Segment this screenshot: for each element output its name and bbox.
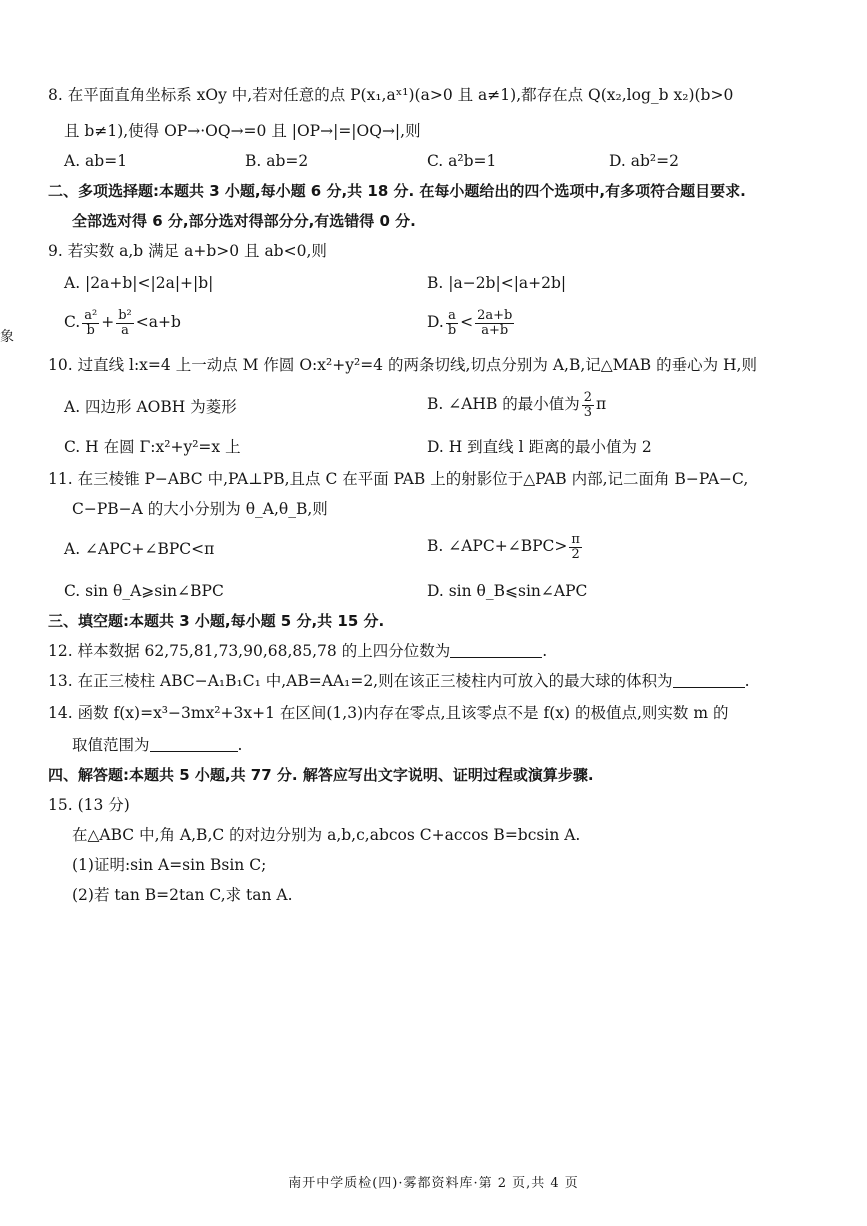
q10-option-a: A. 四边形 AOBH 为菱形 (64, 398, 237, 416)
q11-option-c: C. sin θ_A⩾sin∠BPC (64, 582, 224, 600)
q9-option-c-fraction2-num: b² (118, 307, 132, 323)
q14-stem-line1: 14. 函数 f(x)=x³−3mx²+3x+1 在区间(1,3)内存在零点,且该零点不是 f(x) 的极值点,则实数 m 的 (48, 704, 729, 722)
q9-option-d-label: D. (427, 313, 444, 331)
section4-heading: 四、解答题:本题共 5 小题,共 77 分. 解答应写出文字说明、证明过程或演算步骤. (48, 766, 594, 784)
q9-option-d-fraction1 (446, 309, 458, 338)
q13-stem (48, 670, 750, 692)
q11-option-b (427, 526, 584, 566)
q12-text: 12. 样本数据 62,75,81,73,90,68,85,78 的上四分位数为 (48, 642, 451, 660)
q9-option-c (64, 302, 181, 342)
q12-answer-blank (450, 641, 542, 658)
q14-stem-line2 (72, 734, 242, 756)
q11-option-b-fraction (569, 533, 582, 562)
q10-option-b (427, 384, 606, 424)
q14-end: . (237, 736, 243, 754)
q9-option-c-fraction1-num: a² (84, 307, 98, 323)
q8-stem-line2: 且 b≠1),使得 OP→·OQ→=0 且 |OP→|=|OQ→|,则 (64, 122, 421, 140)
q9-option-d-fraction2-den: a+b (481, 322, 509, 338)
q9-option-d-lt: < (460, 313, 474, 331)
q15-stem: 在△ABC 中,角 A,B,C 的对边分别为 a,b,c,abcos C+accos B=bcsin A. (72, 826, 581, 844)
q10-option-b-fraction-den: 3 (583, 404, 593, 420)
q9-option-d-fraction2-num: 2a+b (477, 307, 513, 323)
q9-option-c-tail: <a+b (135, 313, 181, 331)
q9-option-d-fraction1-den: b (447, 322, 457, 338)
q9-option-c-plus: + (101, 313, 115, 331)
q14-text-line2: 取值范围为 (72, 736, 150, 754)
q14-answer-blank (150, 735, 238, 752)
q11-option-b-fraction-den: 2 (571, 546, 580, 562)
q11-stem-line2: C−PB−A 的大小分别为 θ_A,θ_B,则 (72, 500, 328, 518)
q10-option-c: C. H 在圆 Γ:x²+y²=x 上 (64, 438, 241, 456)
q8-option-d: D. ab²=2 (609, 152, 679, 170)
q15-title: 15. (13 分) (48, 796, 130, 814)
q11-option-b-fraction-num: π (571, 531, 580, 547)
side-margin-mark: 象 (0, 329, 14, 345)
q9-option-d (427, 302, 516, 342)
q12-stem (48, 640, 547, 662)
q9-option-d-fraction2 (475, 309, 514, 338)
q10-option-d: D. H 到直线 l 距离的最小值为 2 (427, 438, 652, 456)
q10-stem: 10. 过直线 l:x=4 上一动点 M 作圆 O:x²+y²=4 的两条切线,切点分别为 A,B,记△MAB 的垂心为 H,则 (48, 356, 757, 374)
q8-option-c: C. a²b=1 (427, 152, 497, 170)
section2-heading: 二、多项选择题:本题共 3 小题,每小题 6 分,共 18 分. 在每小题给出的四个选项中,有多项符合题目要求. (48, 182, 746, 200)
q11-option-d: D. sin θ_B⩽sin∠APC (427, 582, 588, 600)
q9-option-b: B. |a−2b|<|a+2b| (427, 274, 567, 292)
section2-heading-line2: 全部选对得 6 分,部分选对得部分分,有选错得 0 分. (72, 212, 416, 230)
q10-option-b-fraction (582, 391, 594, 420)
q9-option-c-fraction2-den: a (121, 322, 129, 338)
q10-option-b-text: B. ∠AHB 的最小值为 (427, 395, 580, 413)
q15-part1: (1)证明:sin A=sin Bsin C; (72, 856, 267, 874)
q13-answer-blank (673, 671, 745, 688)
q8-option-b: B. ab=2 (245, 152, 309, 170)
q11-option-b-text: B. ∠APC+∠BPC> (427, 537, 568, 555)
q9-option-a: A. |2a+b|<|2a|+|b| (64, 274, 214, 292)
q9-stem: 9. 若实数 a,b 满足 a+b>0 且 ab<0,则 (48, 242, 327, 260)
q13-end: . (744, 672, 750, 690)
q12-end: . (542, 642, 548, 660)
q9-option-c-label: C. (64, 313, 81, 331)
q8-stem-line1: 8. 在平面直角坐标系 xOy 中,若对任意的点 P(x₁,aˣ¹)(a>0 且 a≠1),都存在点 Q(x₂,log_b x₂)(b>0 (48, 86, 734, 104)
q15-part2: (2)若 tan B=2tan C,求 tan A. (72, 886, 293, 904)
q9-option-c-fraction1-den: b (86, 322, 95, 338)
q11-stem-line1: 11. 在三棱锥 P−ABC 中,PA⊥PB,且点 C 在平面 PAB 上的射影位于△PAB 内部,记二面角 B−PA−C, (48, 470, 749, 488)
section3-heading: 三、填空题:本题共 3 小题,每小题 5 分,共 15 分. (48, 612, 385, 630)
q10-option-b-fraction-num: 2 (583, 389, 593, 405)
q13-text: 13. 在正三棱柱 ABC−A₁B₁C₁ 中,AB=AA₁=2,则在该正三棱柱内可放入的最大球的体积为 (48, 672, 673, 690)
q9-option-d-fraction1-num: a (446, 309, 458, 324)
q10-option-b-tail: π (596, 395, 607, 413)
page-footer: 南开中学质检(四)·雾都资料库·第 2 页,共 4 页 (288, 1176, 579, 1191)
q9-option-c-fraction1 (82, 309, 99, 338)
q9-option-c-fraction2 (116, 309, 134, 338)
q11-option-a: A. ∠APC+∠BPC<π (64, 540, 215, 558)
q8-option-a: A. ab=1 (64, 152, 128, 170)
